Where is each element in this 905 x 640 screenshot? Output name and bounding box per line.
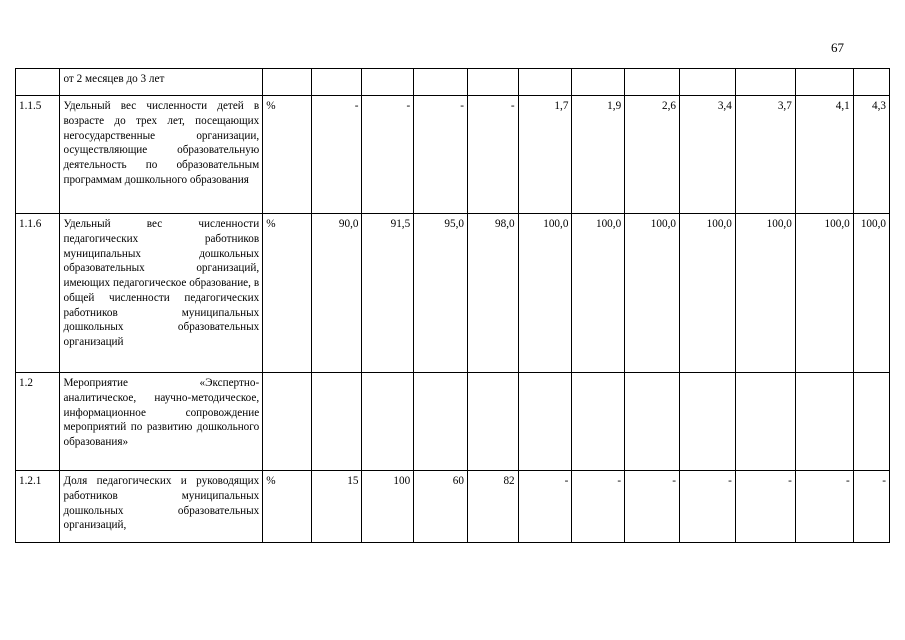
unit-cell: % (263, 96, 312, 214)
value-cell: - (572, 471, 625, 543)
unit-cell (263, 373, 312, 471)
value-cell: 100,0 (795, 214, 853, 373)
value-cell (679, 69, 735, 96)
indicator-description: от 2 месяцев до 3 лет (60, 69, 263, 96)
unit-cell: % (263, 214, 312, 373)
table-row (16, 214, 890, 373)
value-cell: - (795, 471, 853, 543)
value-cell (735, 373, 795, 471)
value-cell (853, 69, 889, 96)
table-row (16, 69, 890, 96)
value-cell: 100,0 (572, 214, 625, 373)
indicator-description: Доля педагогических и руководящих работников муниципальных дошкольных образовательных организаций, (60, 471, 263, 543)
value-cell: 95,0 (414, 214, 468, 373)
value-cell: 98,0 (467, 214, 518, 373)
value-cell: 91,5 (362, 214, 414, 373)
value-cell: - (414, 96, 468, 214)
row-number (16, 69, 60, 96)
value-cell: 100,0 (679, 214, 735, 373)
value-cell: - (679, 471, 735, 543)
row-number: 1.2.1 (16, 471, 60, 543)
indicators-table (15, 68, 890, 543)
page-number: 67 (831, 40, 844, 55)
value-cell: 4,1 (795, 96, 853, 214)
indicator-description: Удельный вес численности детей в возрасте до трех лет, посещающих негосударственные организации, осуществляющие образовательную деятельность по образовательным программам дошкольного образования (60, 96, 263, 214)
value-cell (795, 373, 853, 471)
value-cell (311, 373, 362, 471)
value-cell: 100,0 (625, 214, 680, 373)
row-number: 1.1.5 (16, 96, 60, 214)
indicator-description: Удельный вес численности педагогических работников муниципальных дошкольных образовательных организаций, имеющих педагогическое образование, в общей численности педагогических работников муниципальных дошкольных образовательных организаций (60, 214, 263, 373)
value-cell (853, 373, 889, 471)
value-cell (414, 373, 468, 471)
value-cell (625, 69, 680, 96)
value-cell: 100,0 (735, 214, 795, 373)
value-cell: - (625, 471, 680, 543)
value-cell: 3,4 (679, 96, 735, 214)
value-cell: 100,0 (518, 214, 572, 373)
unit-cell: % (263, 471, 312, 543)
unit-cell (263, 69, 312, 96)
value-cell: - (518, 471, 572, 543)
table-row (16, 373, 890, 471)
value-cell (795, 69, 853, 96)
value-cell: 100,0 (853, 214, 889, 373)
value-cell: 1,9 (572, 96, 625, 214)
value-cell: - (311, 96, 362, 214)
value-cell: 4,3 (853, 96, 889, 214)
value-cell: 90,0 (311, 214, 362, 373)
value-cell (362, 373, 414, 471)
value-cell (518, 373, 572, 471)
value-cell (362, 69, 414, 96)
value-cell: - (467, 96, 518, 214)
value-cell (311, 69, 362, 96)
value-cell: 1,7 (518, 96, 572, 214)
value-cell (679, 373, 735, 471)
value-cell (414, 69, 468, 96)
row-number: 1.1.6 (16, 214, 60, 373)
indicator-description: Мероприятие «Экспертно-аналитическое, научно-методическое, информационное сопровождение мероприятий по развитию дошкольного образования» (60, 373, 263, 471)
table-row (16, 96, 890, 214)
value-cell (625, 373, 680, 471)
value-cell: 2,6 (625, 96, 680, 214)
value-cell (467, 373, 518, 471)
value-cell: 15 (311, 471, 362, 543)
row-number: 1.2 (16, 373, 60, 471)
value-cell: - (853, 471, 889, 543)
value-cell (572, 69, 625, 96)
table-row (16, 471, 890, 543)
value-cell (735, 69, 795, 96)
value-cell (467, 69, 518, 96)
value-cell (572, 373, 625, 471)
value-cell: - (735, 471, 795, 543)
value-cell: 3,7 (735, 96, 795, 214)
value-cell: - (362, 96, 414, 214)
value-cell: 60 (414, 471, 468, 543)
value-cell: 82 (467, 471, 518, 543)
value-cell (518, 69, 572, 96)
value-cell: 100 (362, 471, 414, 543)
